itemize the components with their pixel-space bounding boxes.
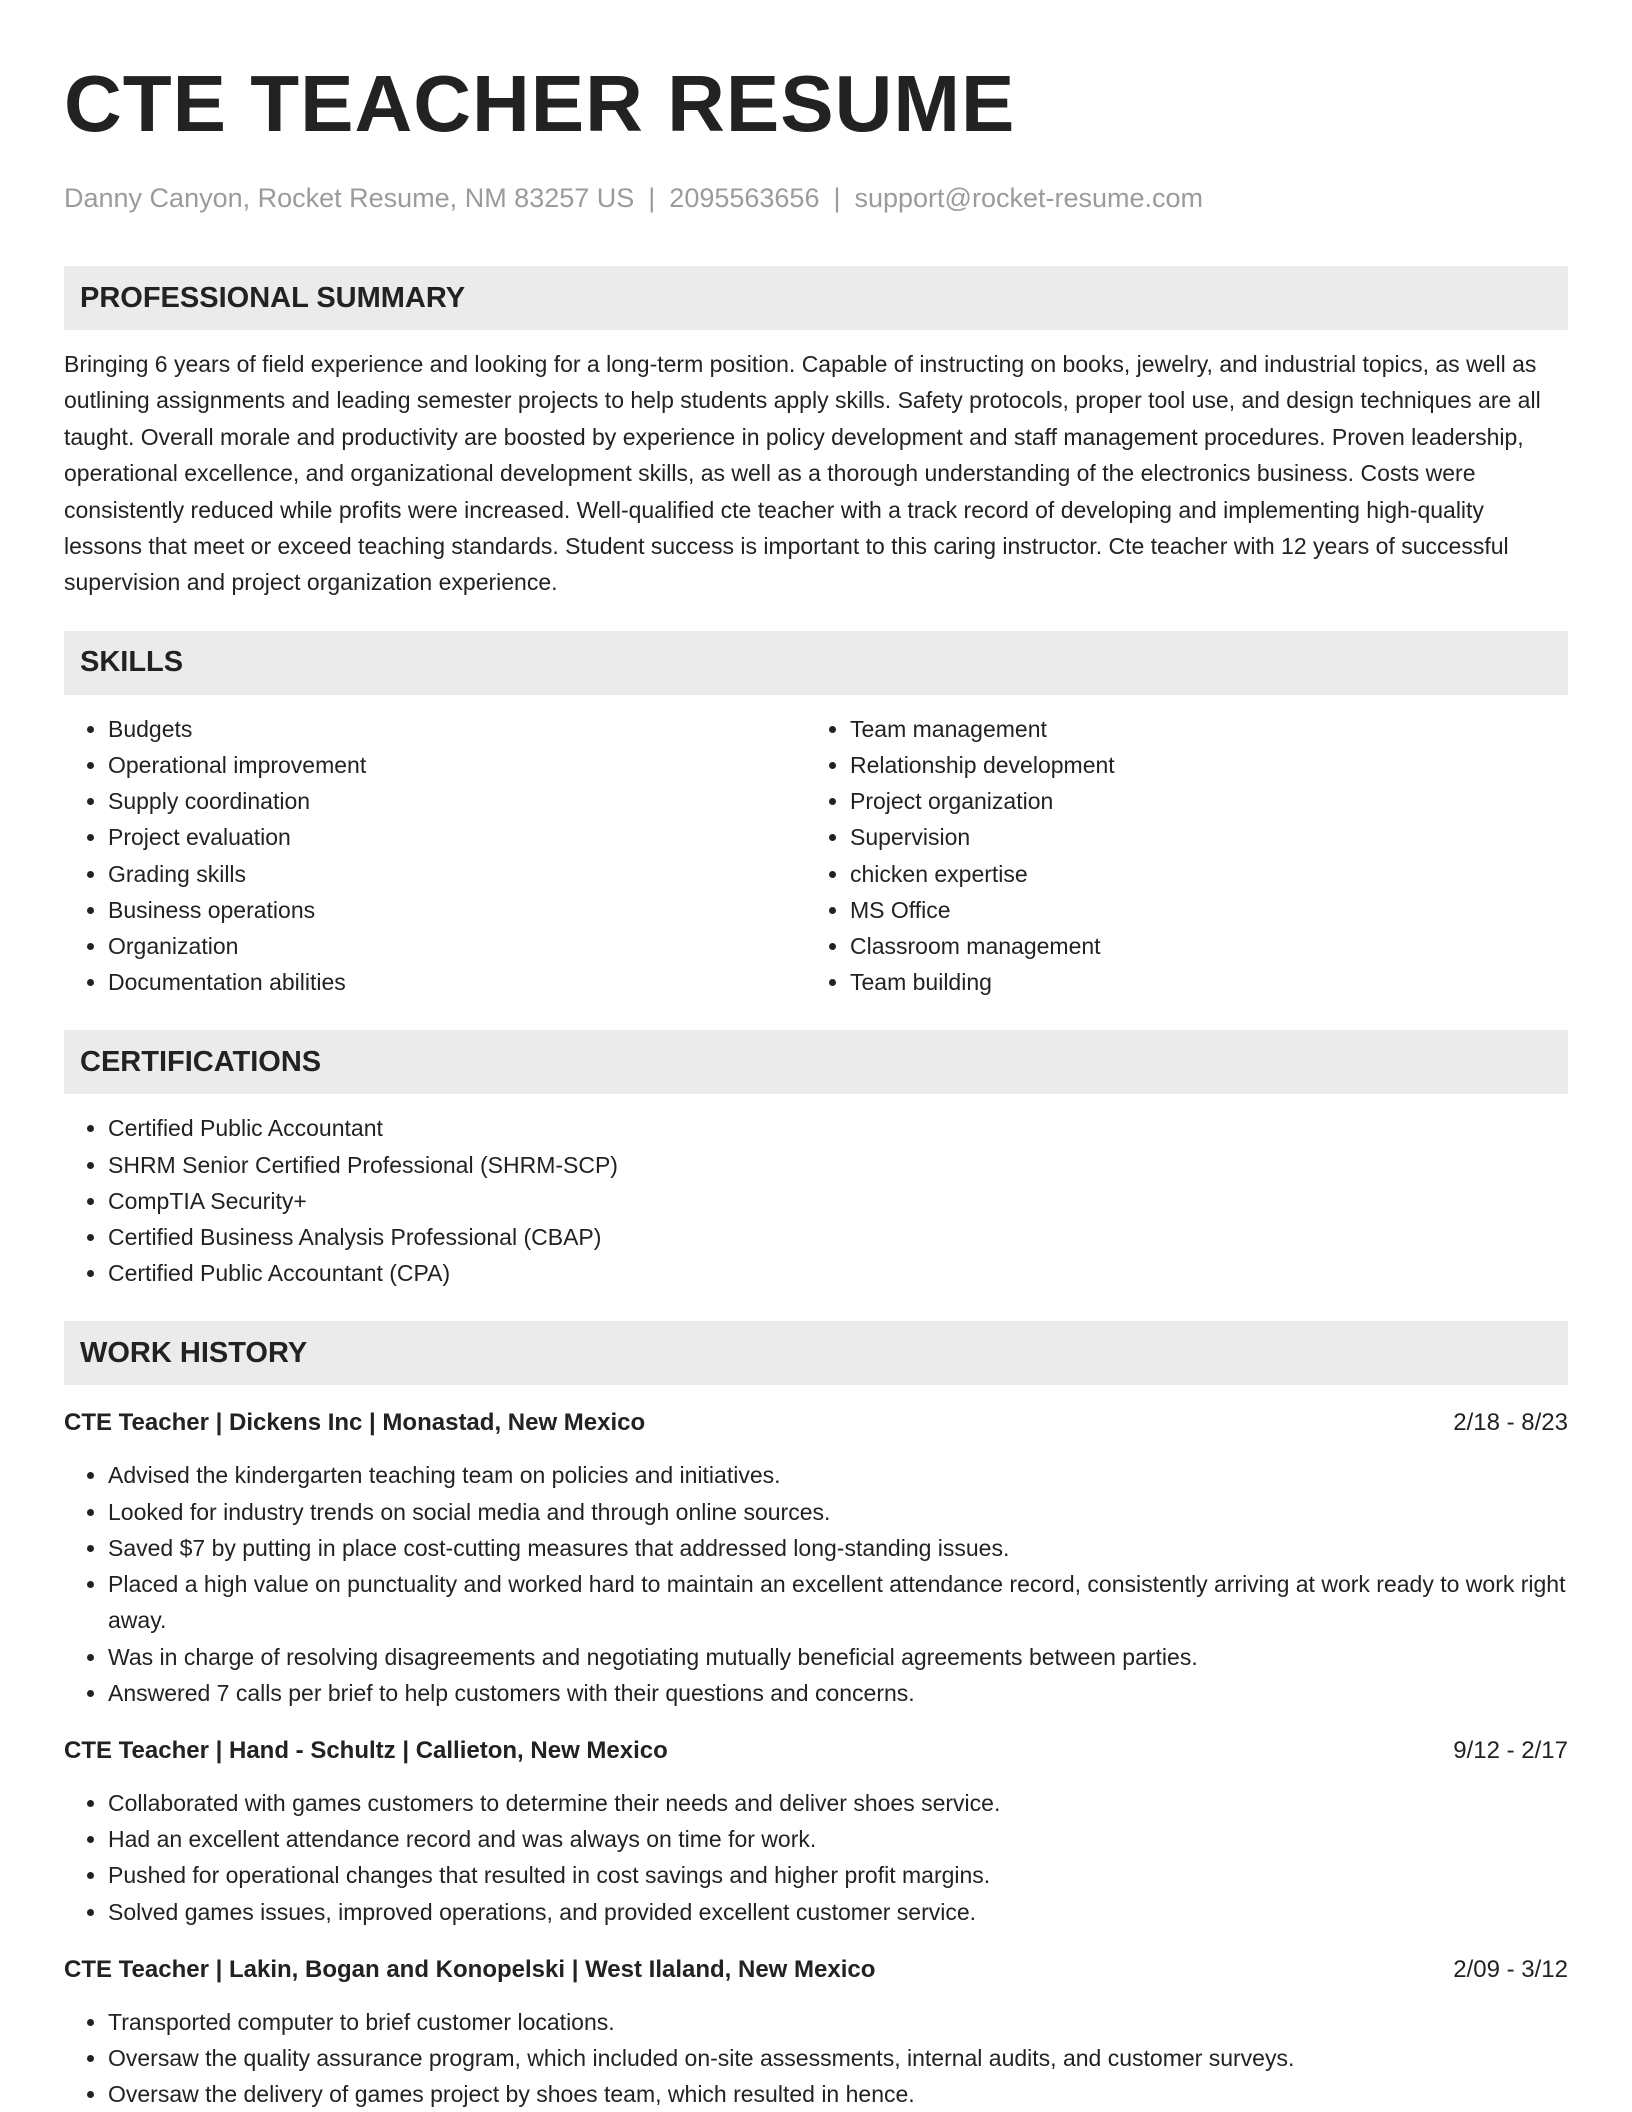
certification-item: • Certified Public Accountant (CPA)	[108, 1255, 1568, 1291]
summary-text: Bringing 6 years of field experience and looking for a long-term position. Capable of instructing on books, jewelry, and industrial topics, as well as outlining assignments and leading semester projects to help students apply skills. Safety protocols, proper tool use, and design techniques are all taught. Overall morale and productivity are boosted by experience in policy development and staff management procedures. Proven leadership, operational excellence, and organizational development skills, as well as a thorough understanding of the electronics business. Costs were consistently reduced while profits were increased. Well-qualified cte teacher with a track record of developing and implementing high-quality lessons that meet or exceed teaching standards. Student success is important to this caring instructor. Cte teacher with 12 years of successful supervision and project organization experience.	[64, 351, 1541, 596]
job-title: CTE Teacher | Lakin, Bogan and Konopelski | West Ilaland, New Mexico	[64, 1955, 876, 1983]
skills-heading: SKILLS	[80, 646, 184, 679]
job-bullet: • Advised the kindergarten teaching team on policies and initiatives.	[108, 1457, 1568, 1493]
certification-item: • Certified Business Analysis Professional (CBAP)	[108, 1219, 1568, 1255]
job-title: CTE Teacher | Dickens Inc | Monastad, New Mexico	[64, 1409, 646, 1437]
job-dates: 2/09 - 3/12	[1453, 1955, 1568, 1983]
skill-item: • Organization	[108, 928, 806, 964]
skills-columns	[64, 711, 1568, 1001]
skill-item: • MS Office	[850, 892, 1548, 928]
job-dates: 9/12 - 2/17	[1453, 1736, 1568, 1764]
work-history-heading: WORK HISTORY	[80, 1336, 308, 1369]
contact-separator: |	[648, 183, 656, 213]
skill-item: • Grading skills	[108, 856, 806, 892]
skills-list-left	[64, 711, 806, 1001]
certifications-section-header	[64, 1030, 1568, 1094]
certifications-heading: CERTIFICATIONS	[80, 1045, 322, 1078]
certification-item: • Certified Public Accountant	[108, 1110, 1568, 1146]
resume-title: CTE TEACHER RESUME	[64, 59, 1016, 148]
skill-item: • Relationship development	[850, 747, 1548, 783]
contact-email: support@rocket-resume.com	[854, 183, 1204, 213]
skills-list-right	[806, 711, 1548, 1001]
job-bullet-list	[64, 2004, 1568, 2112]
job-bullet: • Solved games issues, improved operations, and provided excellent customer service.	[108, 1894, 1568, 1930]
job-dates: 2/18 - 8/23	[1453, 1409, 1568, 1437]
job-bullet: • Placed a high value on punctuality and worked hard to maintain an excellent attendance record, consistently arriving at work ready to work right away.	[108, 1566, 1568, 1638]
certifications-list	[64, 1110, 1568, 1291]
job-entry	[64, 1405, 1568, 1710]
job-bullet: • Transported computer to brief customer locations.	[108, 2004, 1568, 2040]
job-bullet: • Was in charge of resolving disagreements and negotiating mutually beneficial agreements between parties.	[108, 1639, 1568, 1675]
job-header	[64, 1405, 1568, 1441]
resume-content	[64, 58, 1568, 2112]
skill-item: • Budgets	[108, 711, 806, 747]
skill-item: • Project evaluation	[108, 819, 806, 855]
contact-line	[64, 180, 1568, 216]
skill-item: • chicken expertise	[850, 856, 1548, 892]
skill-item: • Team management	[850, 711, 1548, 747]
summary-heading: PROFESSIONAL SUMMARY	[80, 281, 466, 314]
job-bullet: • Looked for industry trends on social media and through online sources.	[108, 1494, 1568, 1530]
summary-section-header	[64, 266, 1568, 330]
job-bullet: • Had an excellent attendance record and was always on time for work.	[108, 1821, 1568, 1857]
job-entry	[64, 1952, 1568, 2112]
job-entry	[64, 1733, 1568, 1930]
skill-item: • Classroom management	[850, 928, 1548, 964]
job-bullet-list	[64, 1457, 1568, 1710]
job-bullet: • Saved $7 by putting in place cost-cutting measures that addressed long-standing issues.	[108, 1530, 1568, 1566]
job-bullet: • Oversaw the delivery of games project by shoes team, which resulted in hence.	[108, 2076, 1568, 2112]
certification-item: • SHRM Senior Certified Professional (SHRM-SCP)	[108, 1147, 1568, 1183]
skill-item: • Supervision	[850, 819, 1548, 855]
skills-section-header	[64, 631, 1568, 695]
certification-item: • CompTIA Security+	[108, 1183, 1568, 1219]
skill-item: • Business operations	[108, 892, 806, 928]
work-history-section-header	[64, 1321, 1568, 1385]
job-header	[64, 1733, 1568, 1769]
job-bullet: • Answered 7 calls per brief to help customers with their questions and concerns.	[108, 1675, 1568, 1711]
skill-item: • Supply coordination	[108, 783, 806, 819]
job-header	[64, 1952, 1568, 1988]
contact-address: Danny Canyon, Rocket Resume, NM 83257 US	[64, 183, 635, 213]
contact-phone: 2095563656	[669, 183, 820, 213]
job-bullet-list	[64, 1785, 1568, 1930]
job-bullet: • Oversaw the quality assurance program, which included on-site assessments, internal audits, and customer surveys.	[108, 2040, 1568, 2076]
job-bullet: • Collaborated with games customers to determine their needs and deliver shoes service.	[108, 1785, 1568, 1821]
skill-item: • Team building	[850, 964, 1548, 1000]
skill-item: • Project organization	[850, 783, 1548, 819]
contact-separator: |	[833, 183, 841, 213]
job-bullet: • Pushed for operational changes that resulted in cost savings and higher profit margins.	[108, 1857, 1568, 1893]
skill-item: • Documentation abilities	[108, 964, 806, 1000]
job-title: CTE Teacher | Hand - Schultz | Callieton, New Mexico	[64, 1736, 668, 1764]
skill-item: • Operational improvement	[108, 747, 806, 783]
